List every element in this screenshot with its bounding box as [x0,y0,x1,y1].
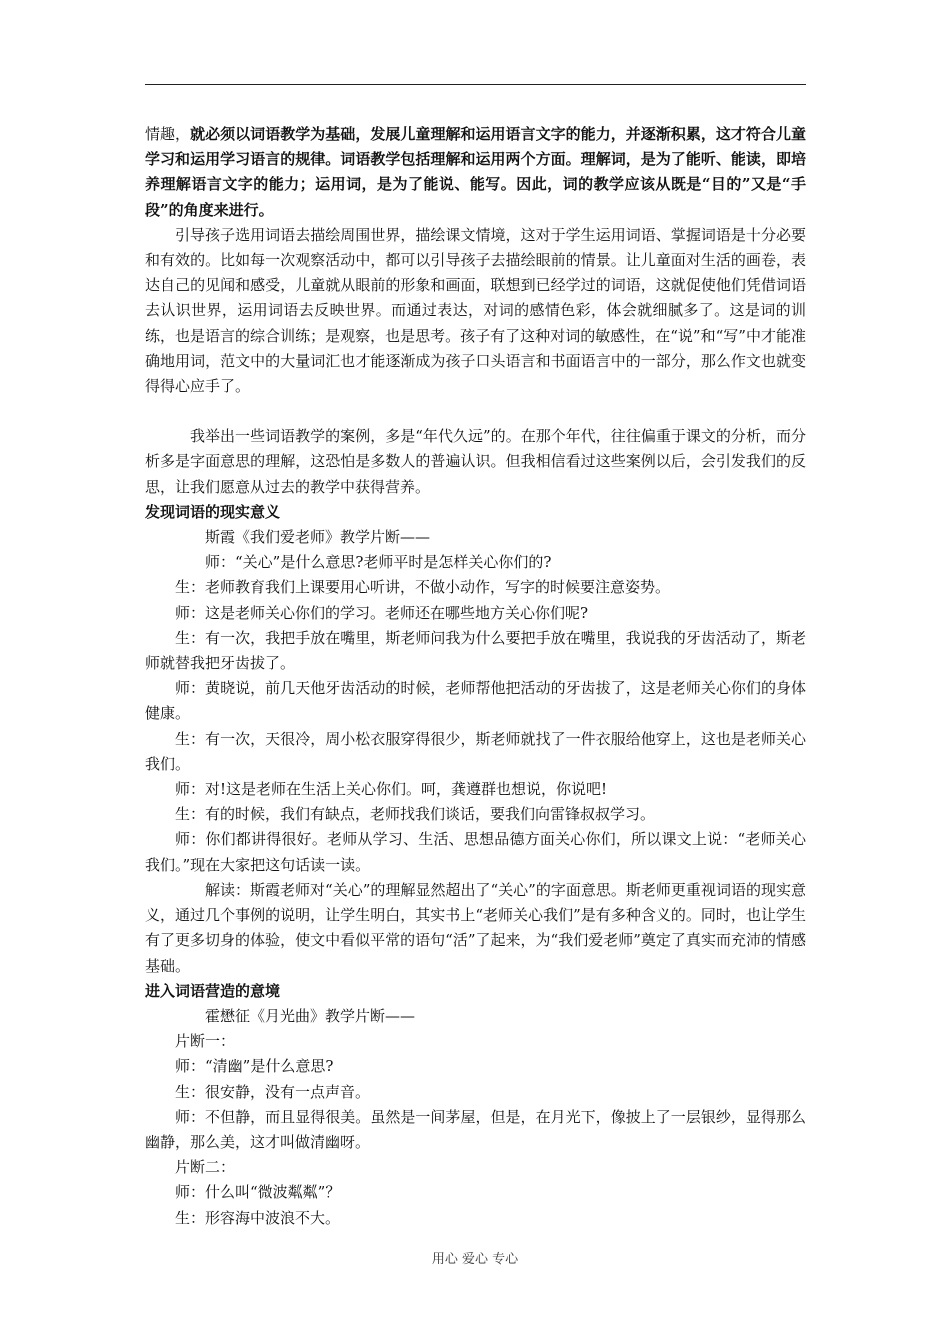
header-rule [145,84,806,85]
dialogue-line: 师：对!这是老师在生活上关心你们。呵，龚遵群也想说，你说吧! [175,780,608,799]
section-heading-mood: 进入词语营造的意境 [145,981,281,1000]
fragment-label: 片断一： [175,1032,236,1051]
page-footer: 用心 爱心 专心 [431,1252,519,1267]
interpretation-paragraph: 解读：斯霞老师对“关心”的理解显然超出了“关心”的字面意思。斯老师更重视词语的现实意义，通过几个事例的说明，让学生明白，其实书上“老师关心我们”是有多种含义的。同时，也让学生有了更多切身的体验，使文中看似平常的语句“活”了起来，为“我们爱老师”奠定了真实而充沛的情感基础。 [145,880,806,975]
dialogue-line: 师：什么叫“微波粼粼”？ [175,1183,341,1202]
section-heading-reality: 发现词语的现实意义 [145,502,281,521]
paragraph-intro [145,122,806,223]
document-body [145,122,806,1231]
dialogue-line: 生：有的时候，我们有缺点，老师找我们谈话，要我们向雷锋叔叔学习。 [175,805,656,824]
dialogue-line: 师：不但静，而且显得很美。虽然是一间茅屋，但是，在月光下，像披上了一层银纱，显得那么幽静，那么美，这才叫做清幽呀。 [145,1107,806,1151]
dialogue-line: 生：有一次，我把手放在嘴里，斯老师问我为什么要把手放在嘴里，我说我的牙齿活动了，斯老师就替我把牙齿拔了。 [145,628,806,673]
paragraph-guidance: 引导孩子选用词语去描绘周围世界，描绘课文情境，这对于学生运用词语、掌握词语是十分必要和有效的。比如每一次观察活动中，都可以引导孩子去描绘眼前的情景。让儿童面对生活的画卷，表达自己的见闻和感受，儿童就从眼前的形象和画面，联想到已经学过的词语，这就促使他们凭借词语去认识世界，运用词语去反映世界。而通过表达，对词的感情色彩，体会就细腻多了。这是词的训练，也是语言的综合训练；是观察，也是思考。孩子有了这种对词的敏感性，在“说”和“写”中才能准确地用词，范文中的大量词汇也才能逐渐成为孩子口头语言和书面语言中的一部分，那么作文也就变得得心应手了。 [145,225,806,396]
dialogue-line: 生：有一次，天很冷，周小松衣服穿得很少，斯老师就找了一件衣服给他穿上，这也是老师关心我们。 [145,729,806,773]
intro-bold-text: 就必须以词语教学为基础，发展儿童理解和运用语言文字的能力，并逐渐积累，这才符合儿童学习和运用学习语言的规律。词语教学包括理解和运用两个方面。理解词，是为了能听、能读，即培养理解语言文字的能力；运用词，是为了能说、能写。因此，词的教学应该从既是“目的”又是“手段”的角度来进行。 [145,125,806,219]
dialogue-line: 师：“关心”是什么意思?老师平时是怎样关心你们的? [205,553,552,572]
dialogue-line: 师：“清幽”是什么意思? [175,1057,334,1076]
intro-prefix: 情趣， [145,125,191,143]
dialogue-line: 生：形容海中波浪不大。 [175,1208,341,1227]
paragraph-gap [145,399,806,424]
paragraph-cases-intro: 我举出一些词语教学的案例，多是“年代久远”的。在那个年代，往往偏重于课文的分析，而分析多是字面意思的理解，这恐怕是多数人的普遍认识。但我相信看过这些案例以后，会引发我们的反思，让我们愿意从过去的教学中获得营养。 [145,427,806,496]
dialogue-line: 师：这是老师关心你们的学习。老师还在哪些地方关心你们呢? [175,603,589,622]
case-title-huo: 霍懋征《月光曲》教学片断—— [205,1006,416,1025]
fragment-label: 片断二： [175,1158,236,1177]
case-title-sixia: 斯霞《我们爱老师》教学片断—— [205,528,431,547]
dialogue-line: 生：老师教育我们上课要用心听讲，不做小动作，写字的时候要注意姿势。 [175,578,671,597]
dialogue-line: 师：你们都讲得很好。老师从学习、生活、思想品德方面关心你们，所以课文上说：“老师关心我们。”现在大家把这句话读一读。 [145,830,806,874]
dialogue-line: 师：黄晓说，前几天他牙齿活动的时候，老师帮他把活动的牙齿拔了，这是老师关心你们的身体健康。 [145,679,806,723]
dialogue-line: 生：很安静，没有一点声音。 [175,1082,371,1101]
